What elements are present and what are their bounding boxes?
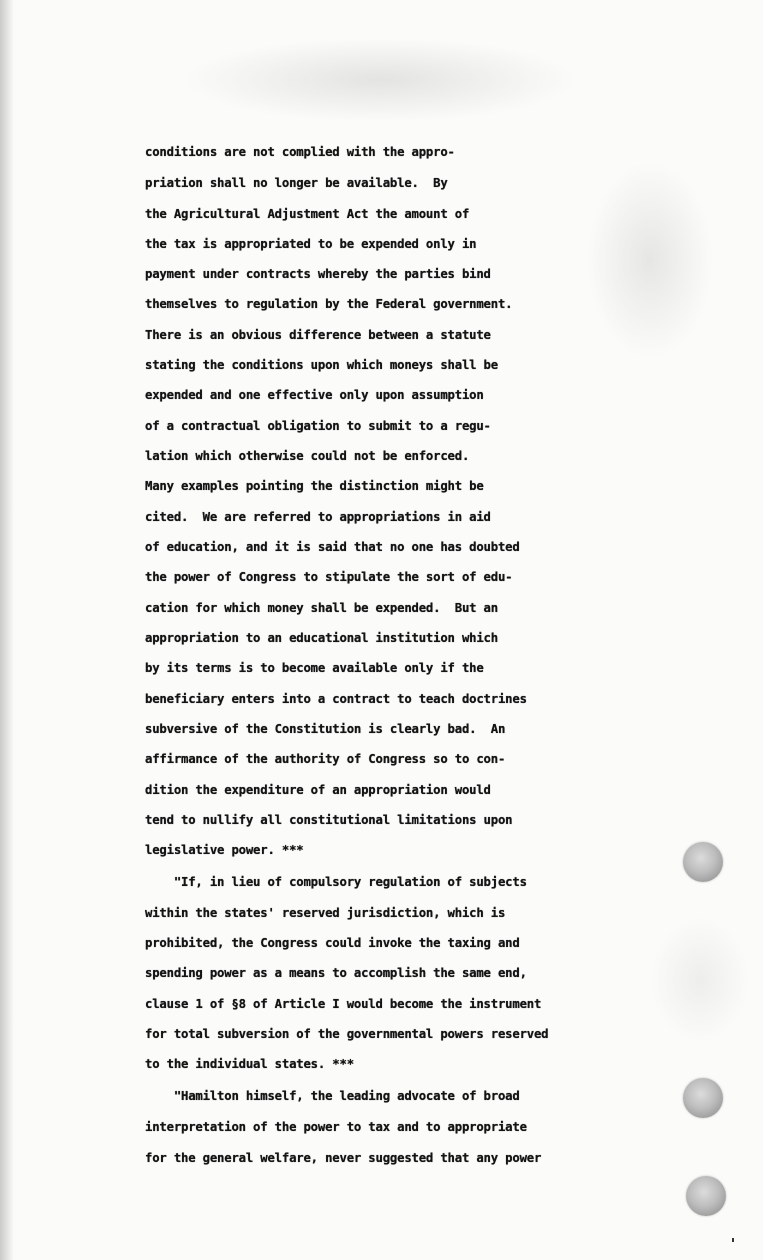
text-line: legislative power. *** [145, 843, 304, 857]
text-line: "If, in lieu of compulsory regulation of subjects [145, 875, 527, 889]
text-line: dition the expenditure of an appropriation would [145, 783, 491, 797]
text-line: the Agricultural Adjustment Act the amount of [145, 207, 470, 221]
text-line: stating the conditions upon which moneys shall be [145, 358, 498, 372]
text-line: "Hamilton himself, the leading advocate of broad [145, 1089, 520, 1103]
text-line: cited. We are referred to appropriations in aid [145, 510, 491, 524]
text-line: tend to nullify all constitutional limitations upon [145, 813, 513, 827]
text-line: subversive of the Constitution is clearly bad. An [145, 722, 506, 736]
text-line: appropriation to an educational institution which [145, 631, 498, 645]
text-line: priation shall no longer be available. By [145, 176, 448, 190]
text-line: There is an obvious difference between a statute [145, 328, 491, 342]
text-line: conditions are not complied with the appro- [145, 145, 455, 159]
text-line: affirmance of the authority of Congress so to con- [145, 752, 506, 766]
text-line: clause 1 of §8 of Article I would become the instrument [145, 997, 542, 1011]
punch-hole [683, 1078, 723, 1118]
text-line: for the general welfare, never suggested that any power [145, 1151, 542, 1165]
text-line: the power of Congress to stipulate the sort of edu- [145, 570, 513, 584]
text-line: for total subversion of the governmental powers reserved [145, 1027, 549, 1041]
text-line: lation which otherwise could not be enforced. [145, 449, 470, 463]
text-line: Many examples pointing the distinction might be [145, 479, 484, 493]
text-line: beneficiary enters into a contract to teach doctrines [145, 692, 527, 706]
text-line: interpretation of the power to tax and to appropriate [145, 1120, 527, 1134]
text-line: themselves to regulation by the Federal government. [145, 297, 513, 311]
scan-speck [732, 1238, 734, 1242]
scan-left-edge-shadow [0, 0, 14, 1260]
text-line: spending power as a means to accomplish the same end, [145, 966, 527, 980]
text-line: the tax is appropriated to be expended only in [145, 237, 477, 251]
punch-hole [683, 842, 723, 882]
text-line: payment under contracts whereby the parties bind [145, 267, 491, 281]
punch-hole [686, 1176, 726, 1216]
text-line: by its terms is to become available only if the [145, 661, 484, 675]
text-line: to the individual states. *** [145, 1057, 354, 1071]
text-line: of education, and it is said that no one has doubted [145, 540, 520, 554]
text-line: of a contractual obligation to submit to a regu- [145, 419, 491, 433]
text-line: prohibited, the Congress could invoke the taxing and [145, 936, 520, 950]
text-line: cation for which money shall be expended. But an [145, 601, 498, 615]
text-line: within the states' reserved jurisdiction, which is [145, 906, 506, 920]
text-line: expended and one effective only upon assumption [145, 388, 484, 402]
